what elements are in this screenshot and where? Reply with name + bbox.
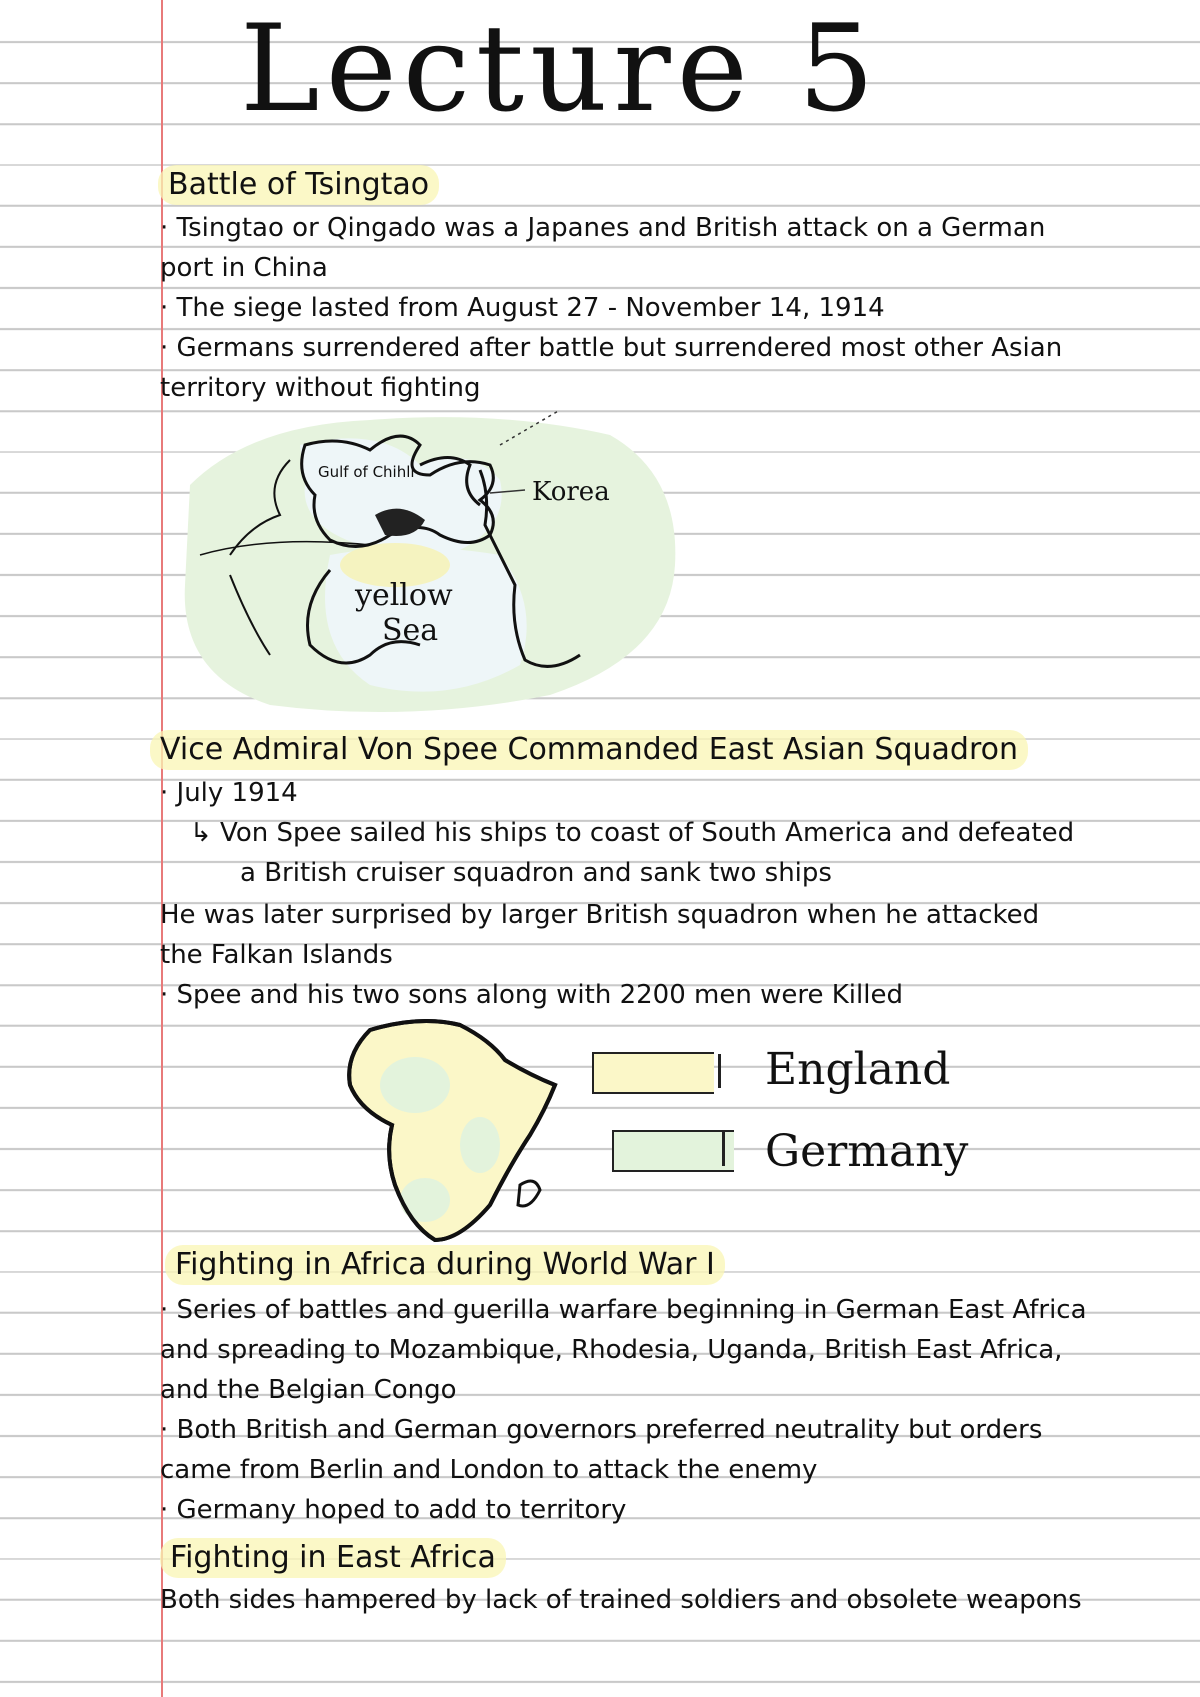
germany-swatch <box>612 1130 734 1172</box>
note-line: · July 1914 <box>160 778 298 808</box>
note-line: · Spee and his two sons along with 2200 men were Killed <box>160 980 903 1010</box>
note-line: · Germans surrendered after battle but surrendered most other Asian <box>160 333 1063 363</box>
gulf-label: Gulf of Chihli <box>318 463 415 481</box>
africa-map <box>340 1015 580 1245</box>
note-line: port in China <box>160 253 328 283</box>
note-line: · Tsingtao or Qingado was a Japanes and British attack on a German <box>160 213 1046 243</box>
german-colony-south <box>400 1178 450 1222</box>
note-line: · The siege lasted from August 27 - November 14, 1914 <box>160 293 885 323</box>
legend-tick <box>718 1054 721 1088</box>
note-line: and the Belgian Congo <box>160 1375 457 1405</box>
legend-england-label: England <box>765 1044 951 1095</box>
note-line: · Series of battles and guerilla warfare beginning in German East Africa <box>160 1295 1087 1325</box>
yellow-sea-map <box>170 405 690 725</box>
note-line: and spreading to Mozambique, Rhodesia, Uganda, British East Africa, <box>160 1335 1063 1365</box>
german-colony-west <box>380 1057 450 1113</box>
note-line: · Both British and German governors preferred neutrality but orders <box>160 1415 1043 1445</box>
madagascar-outline <box>518 1181 540 1206</box>
korea-label: Korea <box>532 477 610 507</box>
note-line: came from Berlin and London to attack the enemy <box>160 1455 818 1485</box>
sea-label-yellow: yellow <box>355 578 453 613</box>
note-line: the Falkan Islands <box>160 940 393 970</box>
german-colony-east <box>460 1117 500 1173</box>
note-line: · Germany hoped to add to territory <box>160 1495 627 1525</box>
note-line: Both sides hampered by lack of trained soldiers and obsolete weapons <box>160 1585 1082 1615</box>
england-swatch <box>592 1052 714 1094</box>
heading-fighting-in-africa: Fighting in Africa during World War I <box>165 1245 725 1285</box>
legend-germany-label: Germany <box>765 1126 969 1177</box>
note-line: a British cruiser squadron and sank two ships <box>240 858 832 888</box>
heading-fighting-in-east-africa: Fighting in East Africa <box>160 1538 506 1578</box>
note-line: He was later surprised by larger British squadron when he attacked <box>160 900 1040 930</box>
sea-label-sea: Sea <box>382 613 439 648</box>
heading-von-spee: Vice Admiral Von Spee Commanded East Asian Squadron <box>150 730 1028 770</box>
heading-battle-of-tsingtao: Battle of Tsingtao <box>158 165 439 205</box>
note-line: ↳ Von Spee sailed his ships to coast of South America and defeated <box>190 818 1075 848</box>
page-title: Lecture 5 <box>240 0 881 139</box>
note-line: territory without fighting <box>160 373 481 403</box>
legend-tick <box>722 1132 725 1166</box>
